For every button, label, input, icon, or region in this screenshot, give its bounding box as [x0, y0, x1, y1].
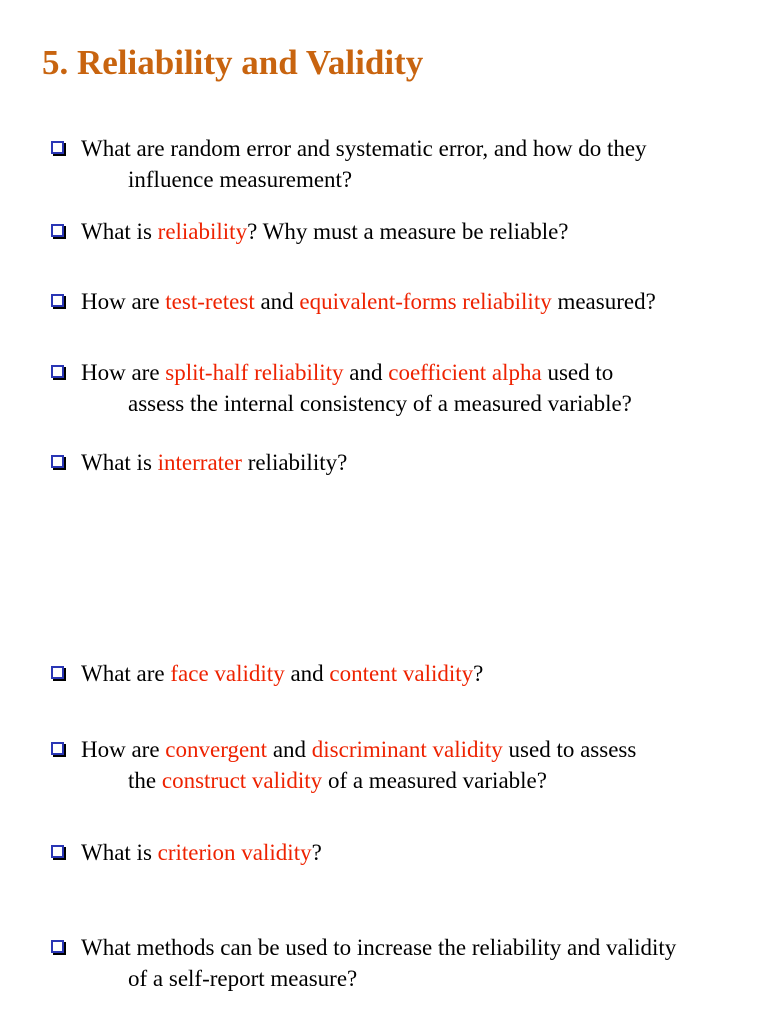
question-item [51, 133, 763, 195]
question-text: of a measured variable? [322, 768, 547, 793]
question-text: What are random error and systematic error, and how do they [81, 136, 647, 161]
question-text: of a self-report measure? [128, 966, 358, 991]
highlighted-term: coefficient alpha [388, 360, 542, 385]
page-title: 5. Reliability and Validity [42, 43, 424, 82]
question-text: What is [81, 840, 158, 865]
highlighted-term: interrater [157, 450, 242, 475]
question-line [81, 765, 763, 796]
question-line [81, 447, 763, 478]
question-line [81, 837, 763, 868]
checkbox-icon [51, 455, 64, 468]
question-line [81, 133, 763, 164]
question-text: ? Why must a measure be reliable? [247, 219, 569, 244]
question-line [81, 963, 763, 994]
question-line [81, 932, 763, 963]
question-item [51, 837, 763, 868]
highlighted-term: split-half reliability [165, 360, 344, 385]
highlighted-term: test-retest [165, 289, 255, 314]
question-text: What is [81, 219, 158, 244]
highlighted-term: reliability [157, 219, 248, 244]
question-line [81, 734, 763, 765]
question-text: How are [81, 289, 166, 314]
question-text: What are [81, 661, 171, 686]
question-text: What is [81, 450, 158, 475]
question-line [81, 388, 763, 419]
highlighted-term: criterion validity [157, 840, 312, 865]
highlighted-term: face validity [170, 661, 285, 686]
question-item [51, 447, 763, 478]
question-text: ? [473, 661, 484, 686]
question-text: used to [541, 360, 614, 385]
question-item [51, 658, 763, 689]
question-text: How are [81, 360, 166, 385]
checkbox-icon [51, 141, 64, 154]
checkbox-icon [51, 224, 64, 237]
question-text: used to assess [502, 737, 637, 762]
question-text: reliability? [241, 450, 348, 475]
question-line [81, 216, 763, 247]
question-item [51, 286, 763, 317]
question-text: What methods can be used to increase the reliability and validity [81, 935, 677, 960]
checkbox-icon [51, 845, 64, 858]
question-line [81, 357, 763, 388]
question-item [51, 357, 763, 419]
question-line [81, 658, 763, 689]
highlighted-term: equivalent-forms reliability [299, 289, 552, 314]
highlighted-term: discriminant validity [311, 737, 503, 762]
checkbox-icon [51, 365, 64, 378]
question-text: How are [81, 737, 166, 762]
highlighted-term: convergent [165, 737, 268, 762]
question-text: and [343, 360, 389, 385]
question-line [81, 286, 763, 317]
question-item [51, 734, 763, 796]
checkbox-icon [51, 742, 64, 755]
highlighted-term: content validity [329, 661, 474, 686]
checkbox-icon [51, 294, 64, 307]
question-text: ? [311, 840, 322, 865]
question-text: the [128, 768, 162, 793]
checkbox-icon [51, 666, 64, 679]
question-text: measured? [551, 289, 656, 314]
highlighted-term: construct validity [161, 768, 323, 793]
question-item [51, 216, 763, 247]
checkbox-icon [51, 940, 64, 953]
question-line [81, 164, 763, 195]
question-text: and [267, 737, 312, 762]
question-text: assess the internal consistency of a measured variable? [128, 391, 632, 416]
question-text: and [254, 289, 300, 314]
question-item [51, 932, 763, 994]
question-text: influence measurement? [128, 167, 353, 192]
question-text: and [284, 661, 330, 686]
